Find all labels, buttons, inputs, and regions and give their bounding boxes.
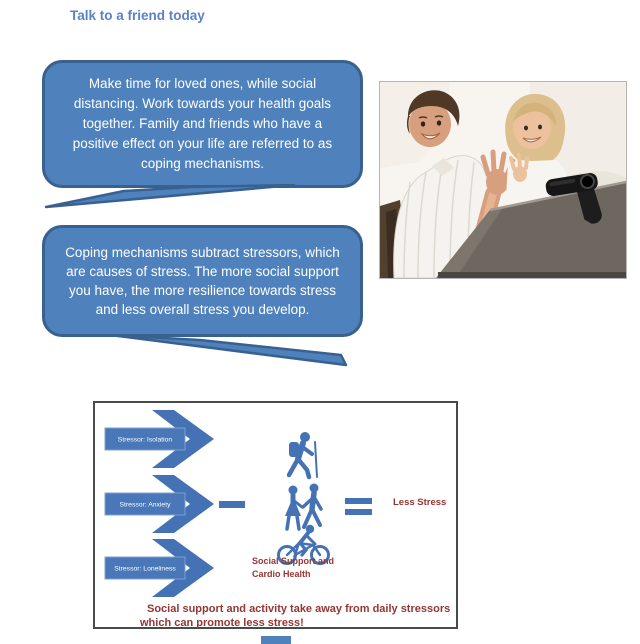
photo-illustration	[380, 82, 626, 278]
caption-line2: which can promote less stress!	[140, 617, 304, 629]
speech-bubble-tail-left	[42, 184, 322, 210]
speech-bubble-tail-right	[80, 334, 370, 370]
speech-bubble-text: Make time for loved ones, while social distancing. Work towards your health goals together. Family and friends who have a positive effect on your life are referred to as coping mechanisms.	[72, 76, 333, 171]
activity-icons	[263, 427, 343, 567]
result-label: Less Stress	[393, 497, 447, 508]
stressor-arrow-isolation	[102, 408, 217, 470]
speech-bubble-stressors	[42, 225, 363, 337]
support-label	[252, 555, 334, 581]
minus-icon	[219, 501, 245, 508]
page-title: Talk to a friend today	[70, 8, 205, 23]
stressor-arrow-loneliness	[102, 537, 217, 599]
equals-bar	[345, 498, 372, 504]
hiker-icon	[289, 432, 317, 477]
stressor-label: Stressor: Isolation	[117, 436, 173, 444]
support-label-line1: Social Support and	[252, 556, 335, 566]
stressor-label: Stressor: Loneliness	[114, 565, 176, 573]
stressor-arrow-anxiety	[102, 473, 217, 535]
stress-diagram	[93, 401, 458, 629]
equals-bar	[345, 509, 372, 515]
equals-icon	[345, 498, 372, 520]
speech-bubble-text: Coping mechanisms subtract stressors, which are causes of stress. The more social support you have, the more resilience towards stress and less overall stress you develop.	[65, 245, 340, 317]
photo-children-video-call	[379, 81, 627, 279]
stressor-label: Stressor: Anxiety	[119, 501, 171, 509]
walking-couple-icon	[285, 484, 321, 530]
support-label-line2: Cardio Health	[252, 569, 311, 579]
caption-line1: Social support and activity take away from daily stressors	[147, 603, 451, 615]
speech-bubble-coping	[42, 60, 363, 188]
diagram-caption	[137, 602, 455, 630]
cutoff-blue-shape	[261, 636, 291, 644]
